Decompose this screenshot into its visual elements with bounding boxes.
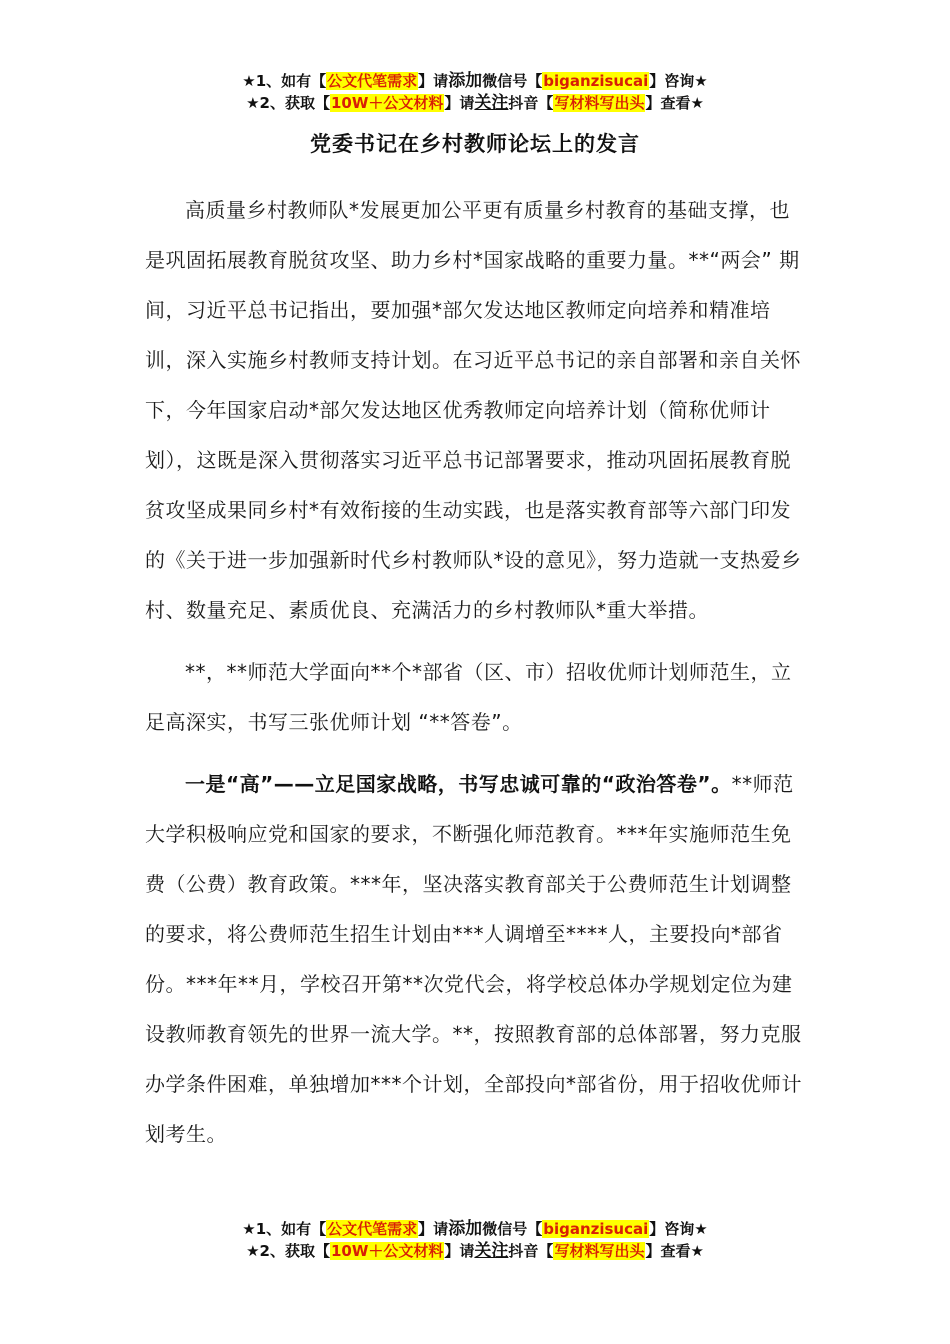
section-body: **师范大学积极响应党和国家的要求，不断强化师范教育。***年实施师范生免费（公费）教育政策。***年，坚决落实教育部关于公费师范生计划调整的要求，将公费师范生招生计划由***人调增至****人，主要投向*部省份。***年**月，学校召开第**次党代会，将学校总体办学规划定位为建设教师教育领先的世界一流大学。**，按照教育部的总体部署，努力克服办学条件困难，单独增加***个计划，全部投向*部省份，用于招收优师计划考生。 — [145, 772, 802, 1146]
douyin-id-highlight: 写材料写出头 — [554, 1242, 645, 1260]
section-heading: 一是“高”——立足国家战略，书写忠诚可靠的“政治答卷”。 — [185, 772, 732, 796]
douyin-id-highlight: 写材料写出头 — [554, 94, 645, 112]
promo-line-2: ★2、获取【10W＋公文材料】请关注抖音【写材料写出头】查看★ — [246, 93, 704, 113]
document-title: 党委书记在乡村教师论坛上的发言 — [310, 132, 640, 156]
promo-banner-top — [0, 70, 950, 114]
promo-line-1: ★1、如有【公文代笔需求】请添加微信号【biganzisucai】咨询★ — [242, 1219, 708, 1239]
paragraph-overview: **，**师范大学面向**个*部省（区、市）招收优师计划师范生，立足高深实，书写三张优师计划 “**答卷”。 — [145, 660, 792, 734]
paragraph-intro: 高质量乡村教师队*发展更加公平更有质量乡村教育的基础支撑，也是巩固拓展教育脱贫攻坚、助力乡村*国家战略的重要力量。**“两会” 期间，习近平总书记指出，要加强*部欠发达地区教师定向培养和精准培训，深入实施乡村教师支持计划。在习近平总书记的亲自部署和亲自关怀下，今年国家启动*部欠发达地区优秀教师定向培养计划（简称优师计划），这既是深入贯彻落实习近平总书记部署要求，推动巩固拓展教育脱贫攻坚成果同乡村*有效衔接的生动实践，也是落实教育部等六部门印发的《关于进一步加强新时代乡村教师队*设的意见》，努力造就一支热爱乡村、数量充足、素质优良、充满活力的乡村教师队*重大举措。 — [145, 198, 802, 622]
promo-line-1: ★1、如有【公文代笔需求】请添加微信号【biganzisucai】咨询★ — [242, 71, 708, 91]
paragraph-section-1 — [145, 759, 810, 1159]
promo-line-2: ★2、获取【10W＋公文材料】请关注抖音【写材料写出头】查看★ — [246, 1241, 704, 1261]
wechat-id-highlight: biganzisucai — [543, 1220, 649, 1238]
promo-highlight: 公文代笔需求 — [327, 72, 418, 90]
wechat-id-highlight: biganzisucai — [543, 72, 649, 90]
promo-highlight: 10W＋公文材料 — [330, 1242, 444, 1260]
promo-highlight: 10W＋公文材料 — [330, 94, 444, 112]
promo-highlight: 公文代笔需求 — [327, 1220, 418, 1238]
promo-banner-bottom — [0, 1218, 950, 1262]
document-body — [145, 185, 810, 1171]
